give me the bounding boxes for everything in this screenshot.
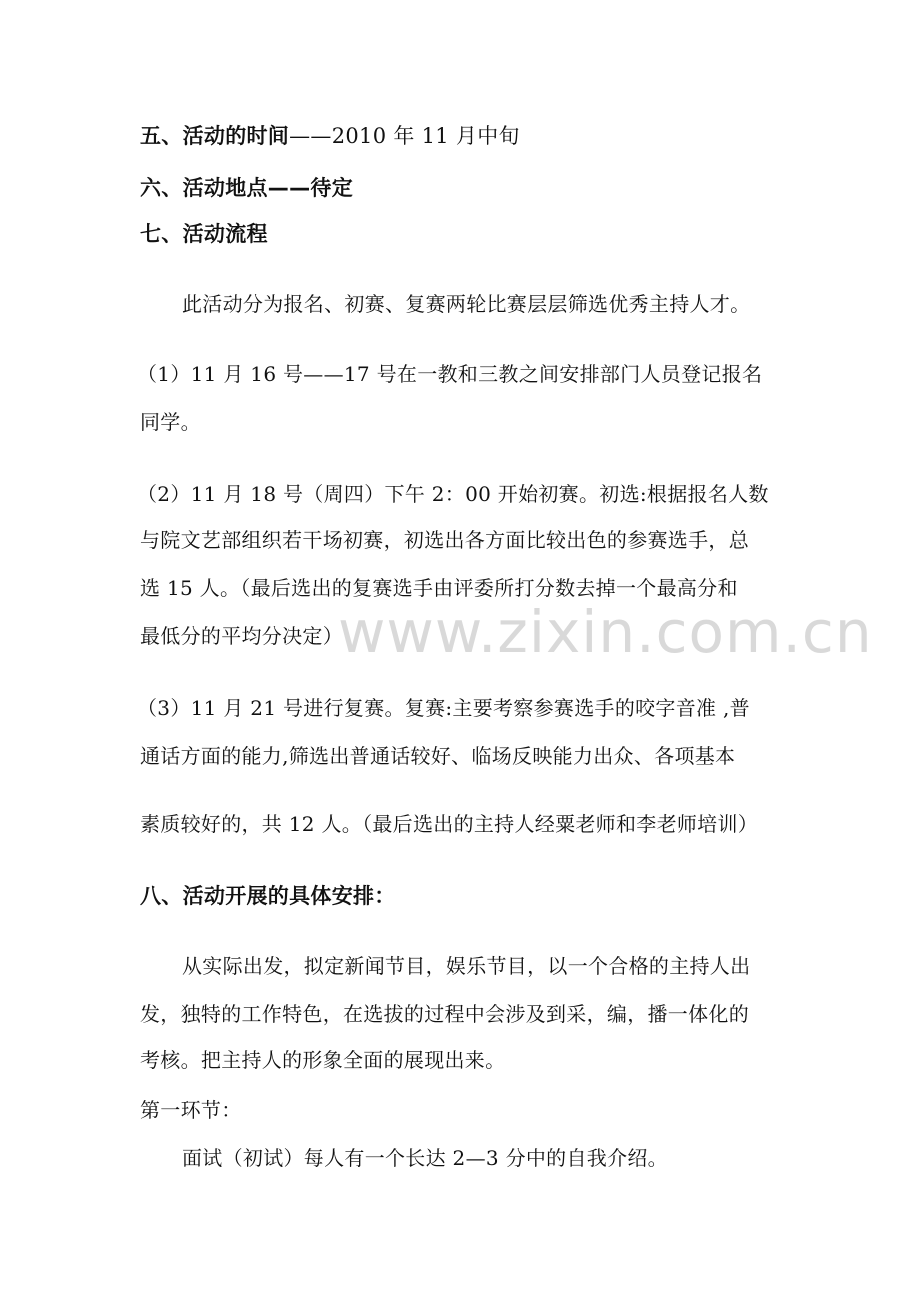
item2-line4: 最低分的平均分决定） [140, 624, 343, 648]
item1-line1: （1）11 月 16 号——17 号在一教和三教之间安排部门人员登记报名 [137, 362, 763, 386]
item1-line2: 同学。 [140, 410, 201, 434]
item2-line2: 与院文艺部组织若干场初赛，初选出各方面比较出色的参赛选手，总 [140, 528, 749, 552]
section1-label: 第一环节： [140, 1098, 242, 1122]
arrangement-line2: 发，独特的工作特色，在选拔的过程中会涉及到采，编，播一体化的 [140, 1002, 749, 1026]
arrangement-line3: 考核。把主持人的形象全面的展现出来。 [140, 1048, 506, 1072]
item3-line2: 通话方面的能力,筛选出普通话较好、临场反映能力出众、各项基本 [140, 744, 736, 768]
heading-activity-time-value: ——2010 年 11 月中旬 [289, 124, 520, 148]
heading-activity-process: 七、活动流程 [140, 222, 268, 246]
arrangement-line1: 从实际出发，拟定新闻节目，娱乐节目，以一个合格的主持人出 [182, 954, 751, 978]
process-intro: 此活动分为报名、初赛、复赛两轮比赛层层筛选优秀主持人才。 [182, 292, 751, 316]
heading-activity-time-label: 五、活动的时间 [140, 124, 290, 148]
section1-text: 面试（初试）每人有一个长达 2—3 分中的自我介绍。 [182, 1146, 668, 1170]
heading-arrangement: 八、活动开展的具体安排： [140, 884, 396, 908]
item3-line1: （3）11 月 21 号进行复赛。复赛:主要考察参赛选手的咬字音准 ,普 [137, 696, 750, 720]
watermark: www.zixin.com.cn [338, 598, 873, 666]
heading-activity-time [140, 122, 520, 150]
heading-activity-location: 六、活动地点——待定 [140, 176, 353, 200]
item2-line3: 选 15 人。（最后选出的复赛选手由评委所打分数去掉一个最高分和 [140, 576, 738, 600]
item2-line1: （2）11 月 18 号（周四）下午 2：00 开始初赛。初选:根据报名人数 [137, 482, 769, 506]
item3-line3: 素质较好的，共 12 人。（最后选出的主持人经粟老师和李老师培训） [140, 812, 759, 836]
